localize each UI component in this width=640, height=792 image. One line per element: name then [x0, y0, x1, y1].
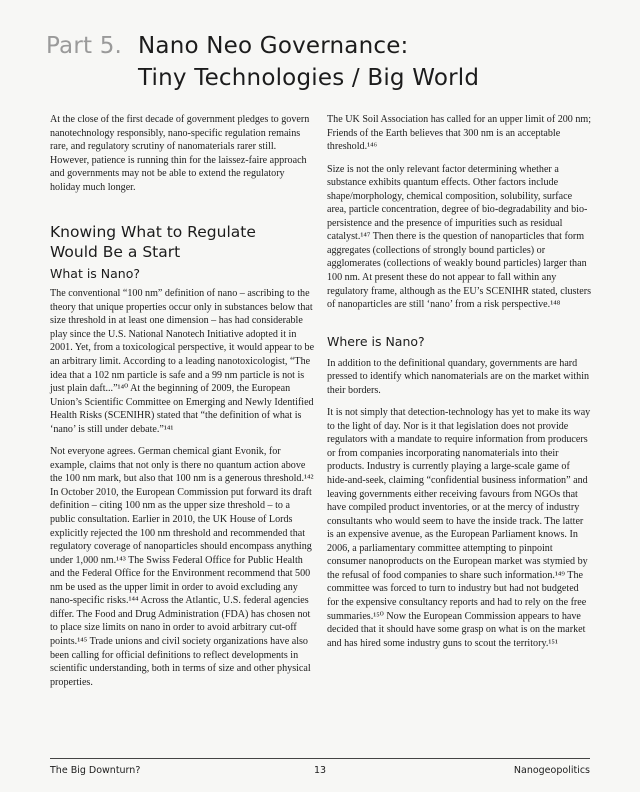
body-paragraph: Size is not the only relevant factor determining whether a substance exhibits quantum effects. Other factors include shape/morphology, chemical composition, solubility, surface area, particle concentration, degree of bio-degradability and bio-persistence and the presence of impurities such as residual catalyst.¹⁴⁷ Then there is the question of nanoparticles that form aggregates (collections of strongly bound particles) or agglomerates (collections of weakly bound particles) larger than 100 nm. At present these do not appear to fall within any regulatory frame, although as the EU’s SCENIHR stated, clusters of nanoparticles are still ‘nano’ from a risk perspective.¹⁴⁸: [327, 163, 592, 311]
section-heading-line-2: Would Be a Start: [50, 243, 181, 262]
footer-report-name: Nanogeopolitics: [513, 765, 590, 776]
subheading-where-is-nano: Where is Nano?: [327, 333, 425, 349]
intro-paragraph: At the close of the first decade of government pledges to govern nanotechnology responsibly, nano-specific regulation remains rare, and regulatory scrutiny of nanomaterials rarer still. However, patience is running thin for the laissez-faire approach and governments may not be able to extend the regulatory holiday much longer.: [50, 114, 310, 193]
section-heading: [50, 222, 315, 262]
body-paragraph: In addition to the definitional quandary, governments are hard pressed to identify which nanomaterials are on the market within their borders.: [327, 357, 590, 396]
right-column: [327, 113, 592, 659]
subheading-what-is-nano: What is Nano?: [50, 266, 140, 282]
section-heading-line-1: Knowing What to Regulate: [50, 223, 256, 242]
body-paragraph: The UK Soil Association has called for an upper limit of 200 nm; Friends of the Earth believes that 300 nm is an acceptable threshold.¹⁴⁶: [327, 114, 592, 153]
footer-rule: [50, 758, 590, 759]
page-title: [46, 30, 479, 94]
body-paragraph: Not everyone agrees. German chemical giant Evonik, for example, claims that not only is there no quantum action above the 100 nm mark, but also that 100 nm is a generous threshold.¹⁴² In October 2010, the European Commission put forward its draft definition – citing 100 nm as the upper size threshold – to a public consultation. Earlier in 2010, the UK House of Lords explicitly rejected the 100 nm threshold and recommended that regulatory coverage of nanoparticles should encompass anything under 1,000 nm.¹⁴³ The Swiss Federal Office for Public Health and the Federal Office for the Environment recommend that 500 nm be used as the upper limit in order to avoid excluding any nano-specific risks.¹⁴⁴ Across the Atlantic, U.S. federal agencies differ. The Food and Drug Administration (FDA) has chosen not to place size limits on nano in order to avoid arbitrary cut-off points.¹⁴⁵ Trade unions and civil society organizations have also been calling for official definitions to reflect developments in scientific understanding, both in terms of size and other physical properties.: [50, 446, 314, 688]
page-number: 13: [313, 765, 327, 776]
left-column: [50, 113, 315, 698]
title-line-2: Tiny Technologies / Big World: [138, 65, 480, 91]
body-paragraph: It is not simply that detection-technology has yet to make its way to the light of day. Nor is it that legislation does not provide regulators with a mandate to require information from producers or from companies incorporating nanomaterials into their products. Industry is currently playing a large-scale game of hide-and-seek, claiming “confidential business information” and leaving governments either receiving favours from NGOs that have compiled product inventories, or at the mercy of industry consultants who would seem to have the inside track. The latter is an expensive avenue, as the European Parliament knows. In 2006, a parliamentary committee attempting to pinpoint consumer nanoproducts on the European market was stymied by the refusal of food companies to share such information.¹⁴⁹ The committee was forced to turn to industry but had not budgeted for the expensive consultancy reports and had to rely on the free summaries.¹⁵⁰ Now the European Commission appears to have decided that it should have some grasp on what is on the market and has hired some industry guns to scout the territory.¹⁵¹: [327, 407, 591, 649]
part-label: Part 5.: [46, 33, 123, 59]
body-paragraph: The conventional “100 nm” definition of nano – ascribing to the theory that unique properties occur only in substances below that size threshold in at least one dimension – has had considerable play since the U.S. National Nanotech Initiative adopted it in 2001. Yet, from a toxicological perspective, it would appear to be an arbitrary limit. According to a leading nanotoxicologist, “The idea that a 102 nm particle is safe and a 99 nm particle is not is just plain daft...”¹⁴⁰ At the beginning of 2009, the European Union’s Scientific Committee on Emerging and Newly Identified Health Risks (SCENIHR) stated that “the definition of what is ‘nano’ is still under debate.”¹⁴¹: [50, 288, 315, 435]
footer-book-title: The Big Downturn?: [50, 765, 141, 776]
title-line-1: Nano Neo Governance:: [138, 33, 409, 59]
